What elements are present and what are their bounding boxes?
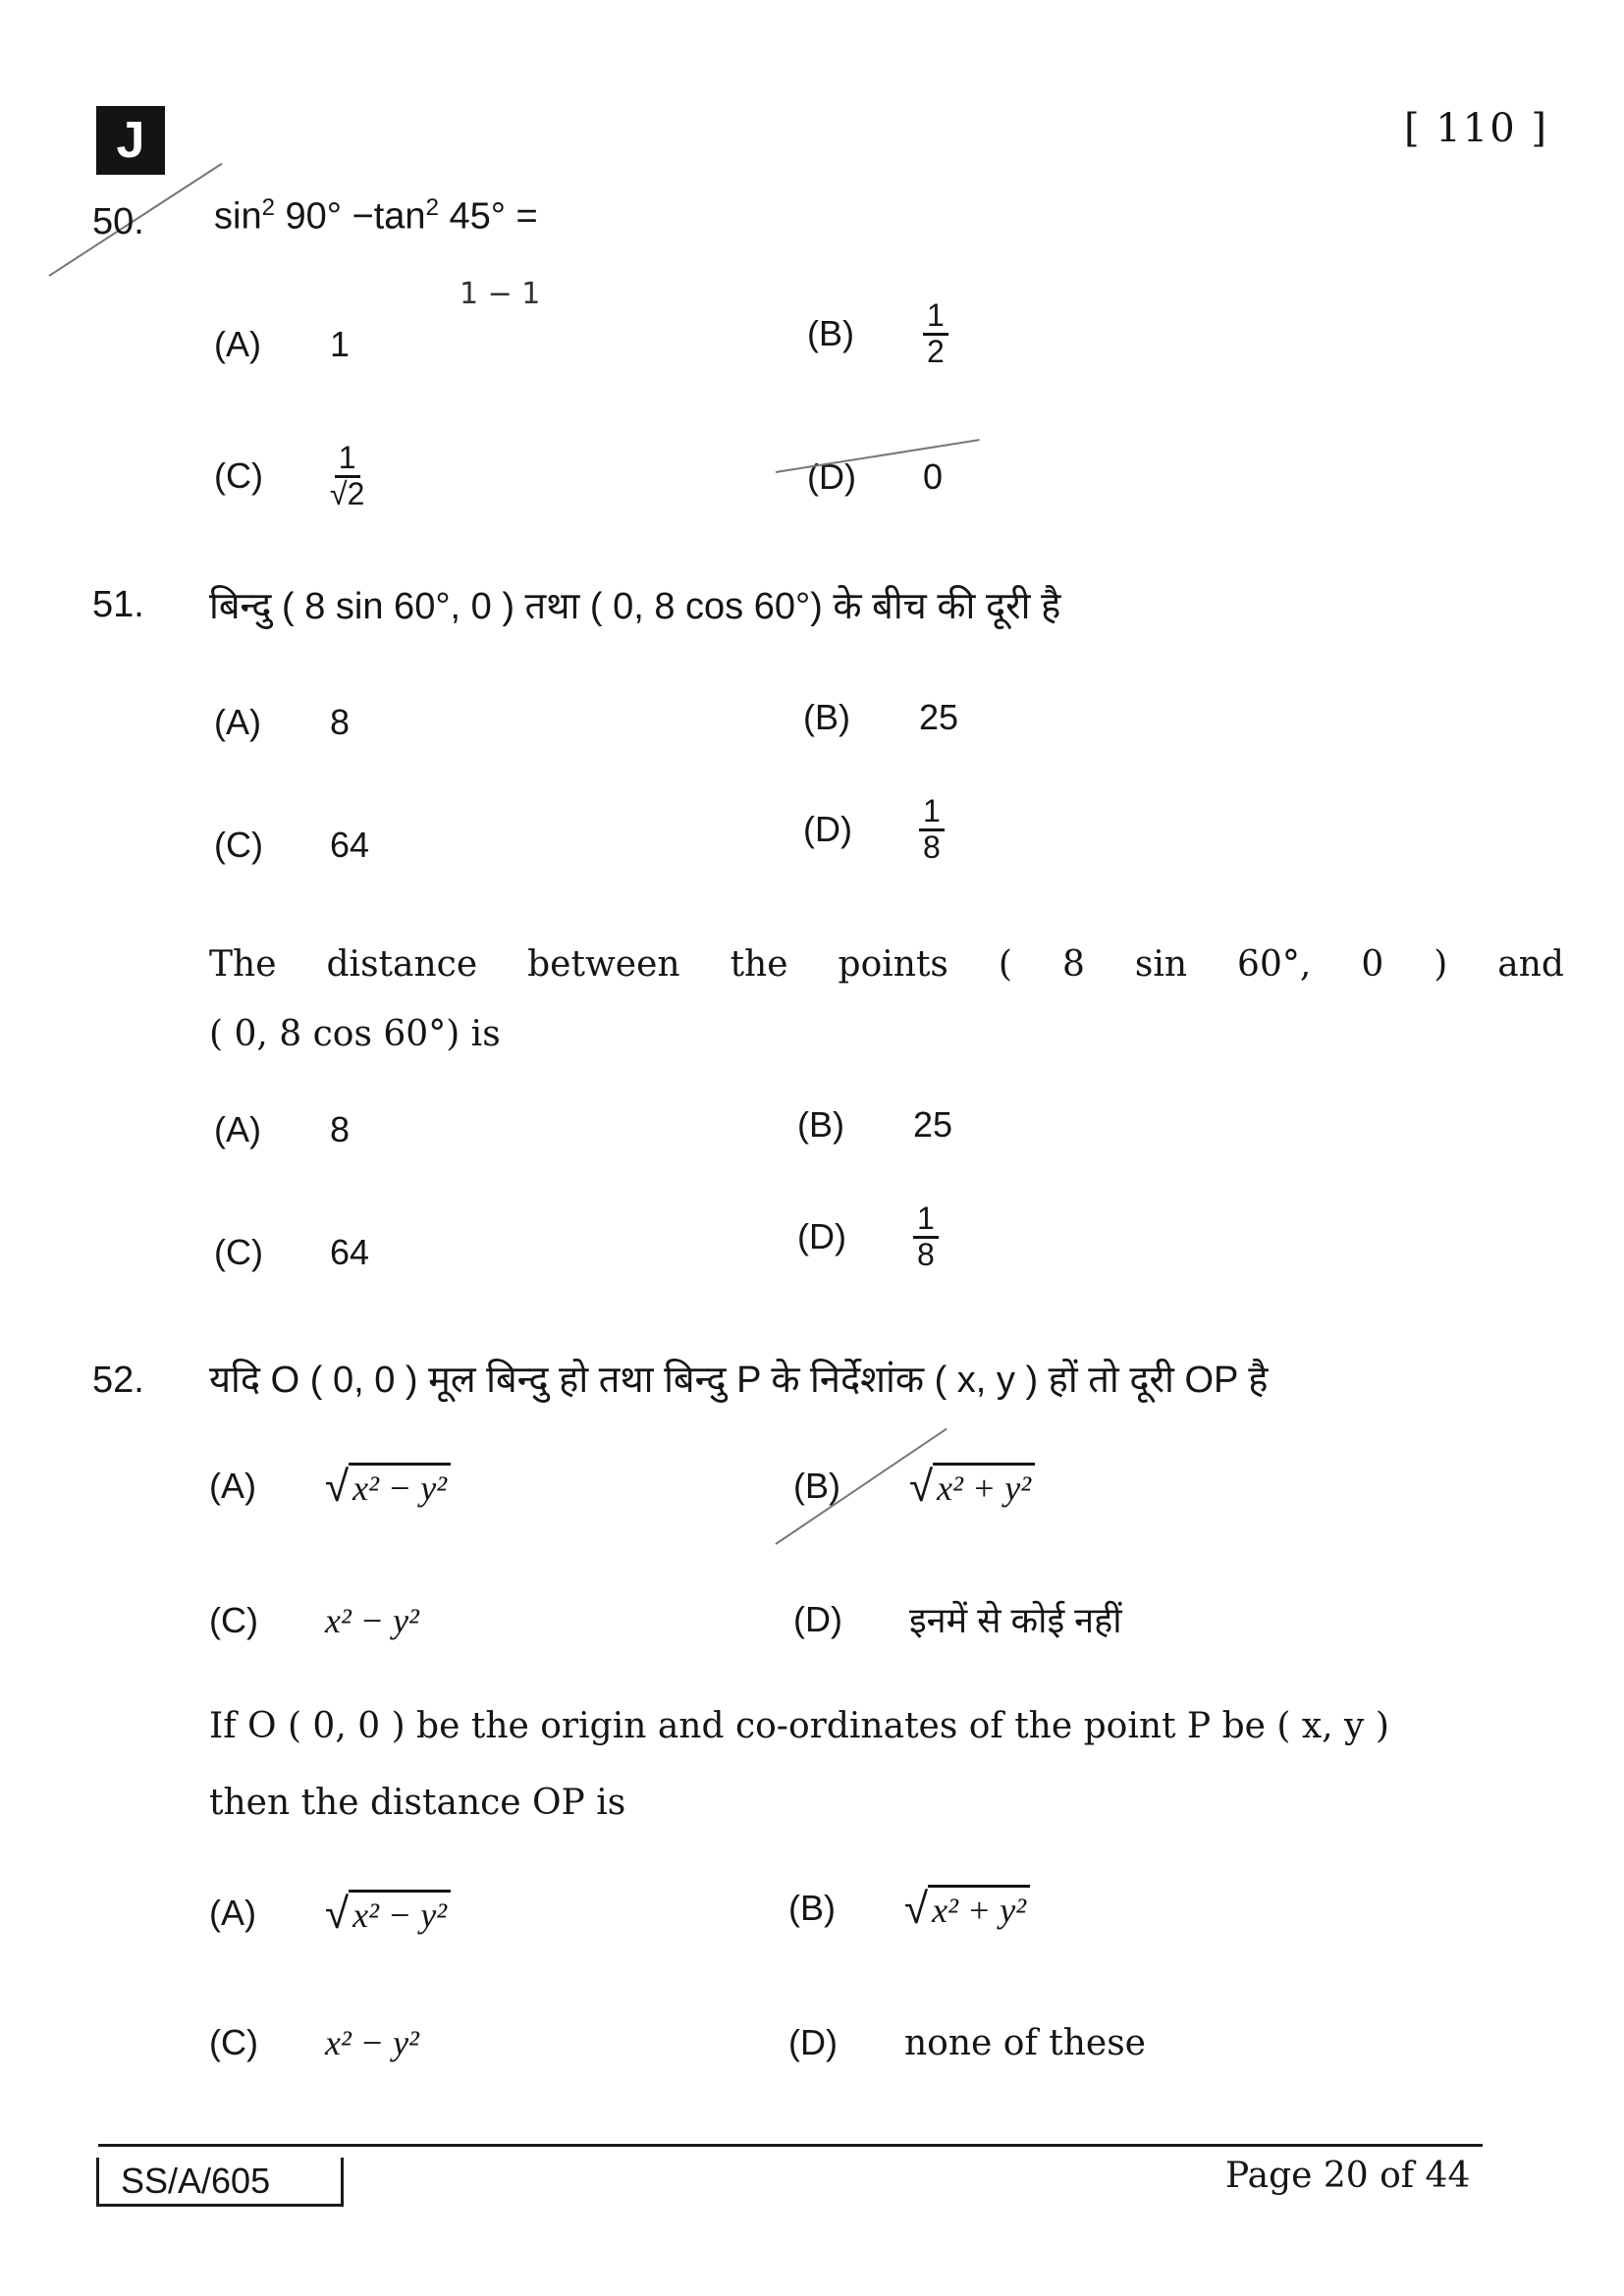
option-a-hindi[interactable]: (A) 8 [214, 702, 351, 742]
paper-code: SS/A/605 [96, 2158, 344, 2207]
question-stem-english-line2: then the distance OP is [209, 1783, 626, 1823]
option-c-english[interactable]: (C) 64 [214, 1232, 370, 1272]
option-c[interactable]: (C) $\frac{1}{√2}$ [214, 440, 365, 511]
option-b-hindi[interactable]: (B) 25 [803, 697, 959, 737]
option-b-english[interactable]: (B) 25 [797, 1104, 953, 1145]
handwritten-note: 1 − 1 [460, 277, 541, 311]
option-a-english[interactable]: (A) √ x² − y² [209, 1890, 451, 1936]
option-d[interactable]: (D) 0 [807, 456, 944, 497]
option-c-hindi[interactable]: (C) x² − y² [209, 1600, 419, 1640]
option-c-hindi[interactable]: (C) 64 [214, 825, 370, 865]
question-number: 50. [92, 201, 144, 242]
option-b-hindi[interactable]: (B) √ x² + y² [793, 1463, 1035, 1509]
option-d-hindi[interactable]: (D) इनमें से कोई नहीं [793, 1598, 1122, 1640]
question-stem-english: If O ( 0, 0 ) be the origin and co-ordinates of the point P be ( x, y ) [209, 1706, 1389, 1746]
option-c-english[interactable]: (C) x² − y² [209, 2022, 419, 2062]
question-stem: $\sin^2 90^\circ -\tan^2$ 45° = [214, 194, 538, 238]
question-number: 51. [92, 584, 144, 625]
question-stem-hindi: बिन्दु ( 8 sin 60°, 0 ) तथा ( 0, 8 cos 60°) के बीच की दूरी है [209, 586, 1061, 627]
option-d-english[interactable]: (D) none of these [788, 2022, 1146, 2063]
footer-divider [98, 2144, 1483, 2147]
set-code-badge: J [96, 106, 165, 175]
option-a-english[interactable]: (A) 8 [214, 1109, 351, 1149]
question-stem-english-line2: ( 0, 8 cos 60°) is [209, 1014, 501, 1054]
page-reference: [ 110 ] [1404, 106, 1548, 151]
option-a-hindi[interactable]: (A) √ x² − y² [209, 1463, 451, 1509]
option-d-hindi[interactable]: (D) $\frac{1}{8}$ [803, 795, 945, 864]
option-d-english[interactable]: (D) $\frac{1}{8}$ [797, 1202, 939, 1271]
question-number: 52. [92, 1360, 144, 1401]
option-b[interactable]: (B) $\frac{1}{2}$ [807, 299, 948, 368]
question-stem-hindi: यदि O ( 0, 0 ) मूल बिन्दु हो तथा बिन्दु P के निर्देशांक ( x, y ) हों तो दूरी OP है [209, 1360, 1269, 1401]
option-b-english[interactable]: (B) √ x² + y² [788, 1885, 1030, 1931]
option-a[interactable]: (A) 1 [214, 324, 351, 364]
question-stem-english: The distance between the points ( 8 sin 60°, 0 ) and [209, 944, 1564, 985]
page-number: Page 20 of 44 [1225, 2156, 1471, 2196]
